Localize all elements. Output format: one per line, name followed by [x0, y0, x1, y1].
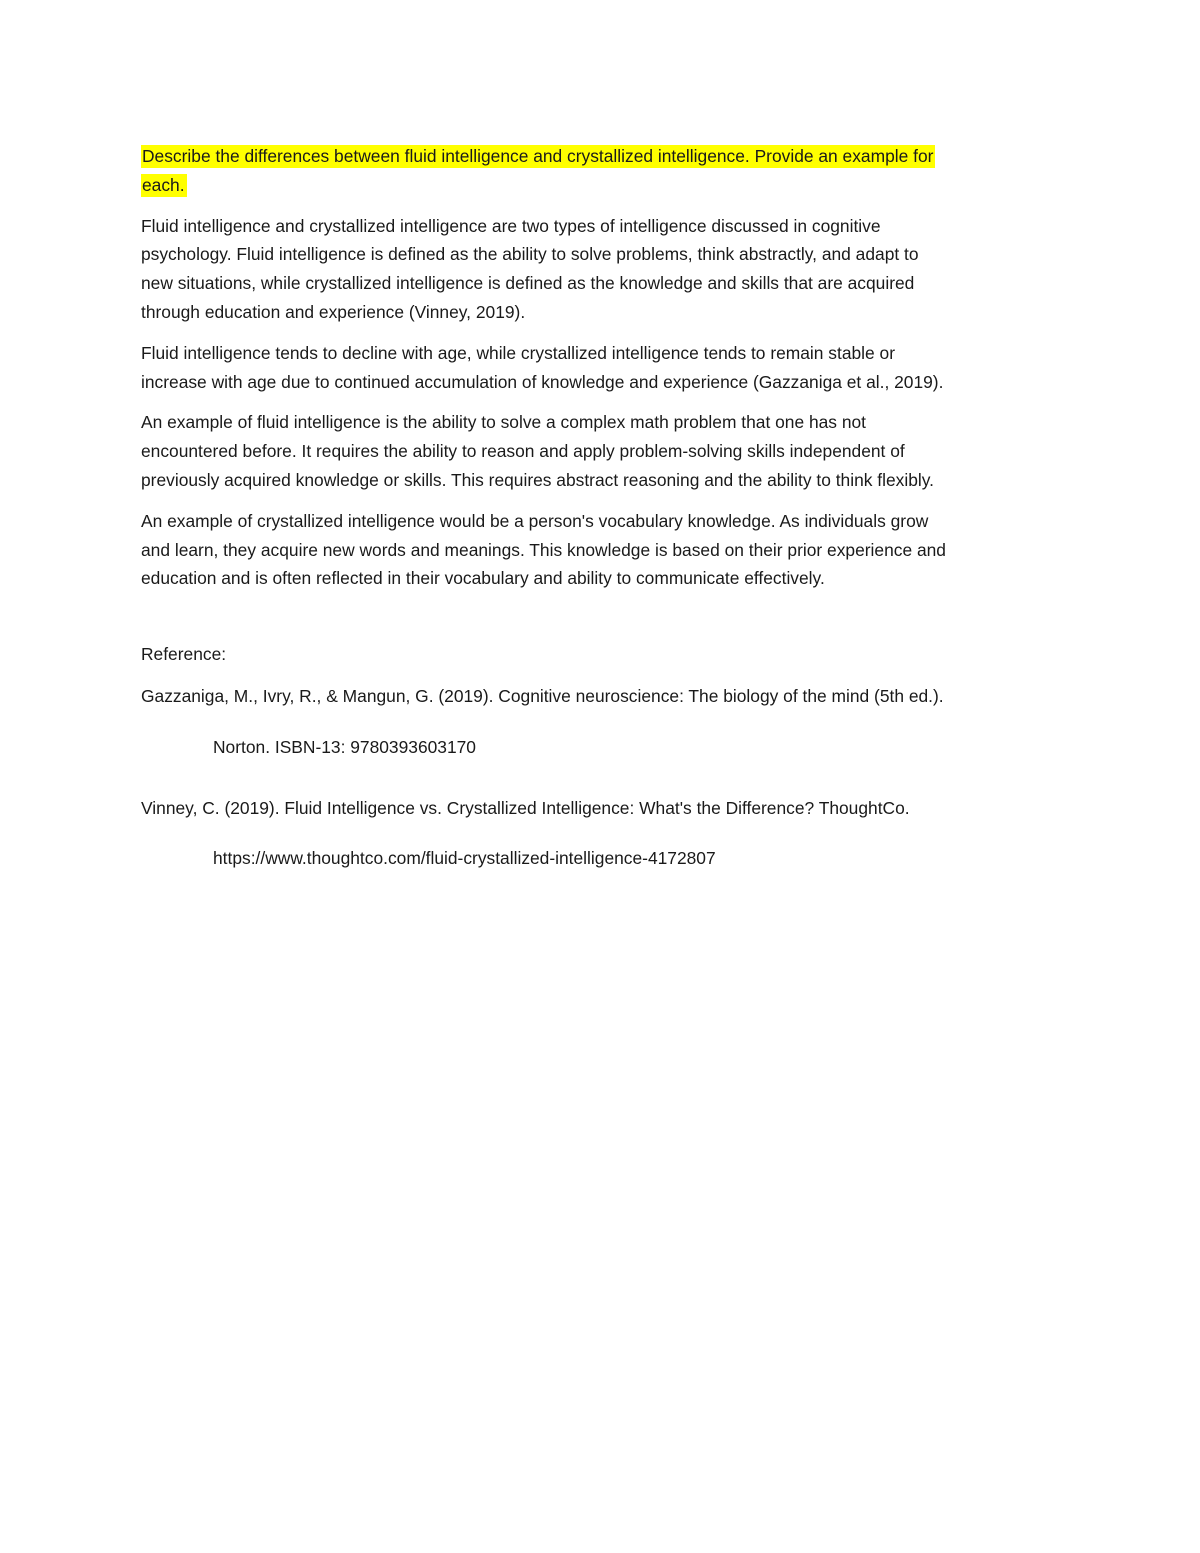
paragraph-line: and learn, they acquire new words and meanings. This knowledge is based on their prior experience and: [141, 539, 946, 560]
paragraph-line: psychology. Fluid intelligence is defined as the ability to solve problems, think abstractly, and adapt to: [141, 244, 919, 265]
reference-entry-gazzaniga: [141, 682, 1061, 762]
spacer: [141, 593, 1061, 640]
paragraph-definitions: [141, 212, 1061, 327]
paragraph-crystallized-example: [141, 507, 1061, 593]
paragraph-line: Fluid intelligence and crystallized intelligence are two types of intelligence discussed in cognitive: [141, 215, 881, 236]
paragraph-line: through education and experience (Vinney, 2019).: [141, 301, 526, 322]
paragraph-line: encountered before. It requires the ability to reason and apply problem-solving skills independent of: [141, 441, 905, 462]
reference-entry-vinney: [141, 794, 1061, 874]
paragraph-line: previously acquired knowledge or skills. This requires abstract reasoning and the ability to think flexibly.: [141, 469, 934, 490]
references-heading: Reference:: [141, 644, 227, 665]
question-line-1: Describe the differences between fluid intelligence and crystallized intelligence. Provide an example for: [142, 146, 934, 166]
reference-url-link[interactable]: https://www.thoughtco.com/fluid-crystallized-intelligence-4172807: [213, 848, 716, 869]
paragraph-line: increase with age due to continued accumulation of knowledge and experience (Gazzaniga et al., 2019).: [141, 371, 944, 392]
paragraph-line: An example of fluid intelligence is the ability to solve a complex math problem that one has not: [141, 412, 867, 433]
paragraph-line: new situations, while crystallized intelligence is defined as the knowledge and skills that are acquired: [141, 273, 915, 294]
paragraph-age-effects: [141, 339, 1061, 397]
question-line-2: each.: [142, 174, 185, 195]
document-body: [141, 142, 1061, 873]
question-prompt: [141, 142, 1061, 200]
reference-main: Gazzaniga, M., Ivry, R., & Mangun, G. (2019). Cognitive neuroscience: The biology of the mind (5th ed.).: [141, 685, 944, 706]
paragraph-line: education and is often reflected in their vocabulary and ability to communicate effectively.: [141, 568, 825, 589]
paragraph-line: An example of crystallized intelligence would be a person's vocabulary knowledge. As individuals grow: [141, 510, 929, 531]
paragraph-fluid-example: [141, 408, 1061, 494]
reference-continuation: Norton. ISBN-13: 9780393603170: [213, 736, 476, 757]
paragraph-line: Fluid intelligence tends to decline with age, while crystallized intelligence tends to remain stable or: [141, 342, 896, 363]
reference-main: Vinney, C. (2019). Fluid Intelligence vs. Crystallized Intelligence: What's the Difference? ThoughtCo.: [141, 797, 910, 818]
